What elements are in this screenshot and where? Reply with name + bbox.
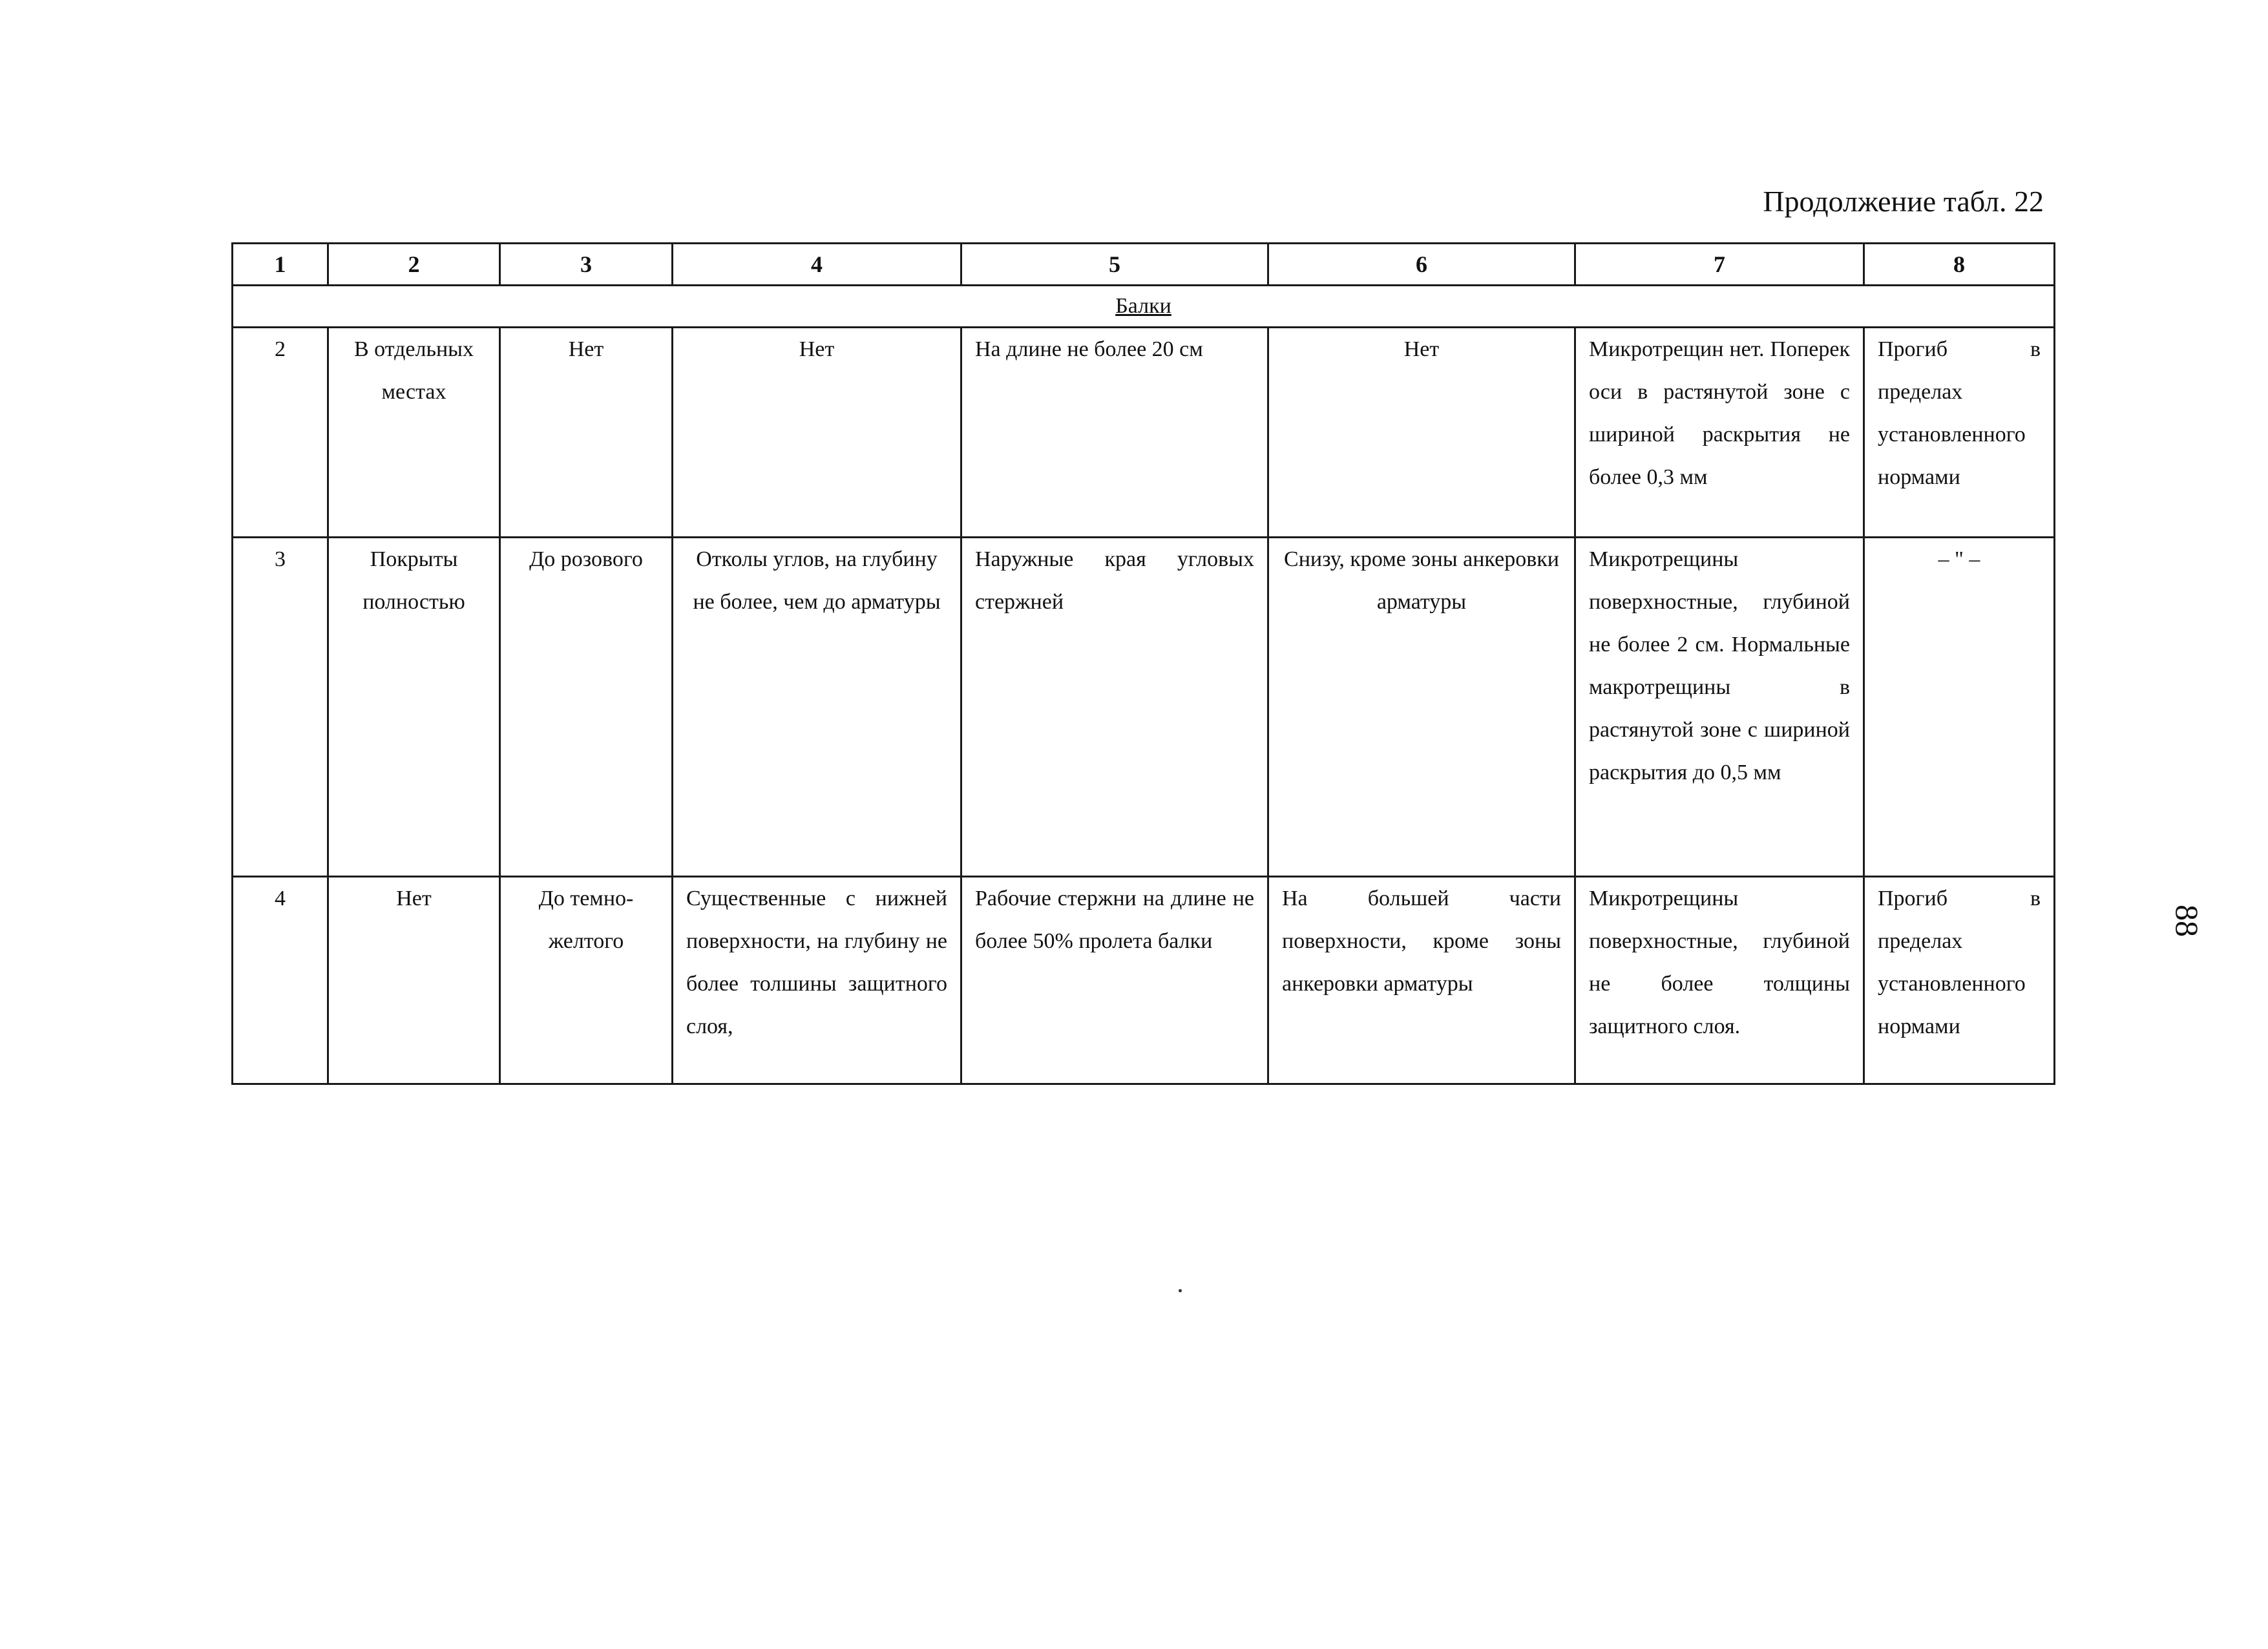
cell-col3: До темно-желтого [500, 877, 673, 1084]
cell-col4: Существенные с нижней поверхности, на глубину не более толшины защитного слоя, [673, 877, 961, 1084]
header-row [233, 244, 2055, 286]
cell-col8: Прогиб в пределах установленного нормами [1864, 328, 2055, 538]
cell-col7: Микротрещин нет. Поперек оси в растянутой зоне с шириной раскрытия не более 0,3 мм [1575, 328, 1864, 538]
cell-col5: На длине не более 20 см [961, 328, 1268, 538]
header-cell-7: 7 [1575, 244, 1864, 286]
cell-col5: Наружные края угловых стержней [961, 538, 1268, 877]
header-cell-3: 3 [500, 244, 673, 286]
table-caption: Продолжение табл. 22 [1763, 185, 2044, 218]
section-title-cell [233, 286, 2055, 328]
header-cell-8: 8 [1864, 244, 2055, 286]
cell-col8: – " – [1864, 538, 2055, 877]
cell-col3: Нет [500, 328, 673, 538]
page-number: 88 [2169, 905, 2205, 937]
header-cell-4: 4 [673, 244, 961, 286]
cell-col2: Нет [328, 877, 500, 1084]
cell-col6: Снизу, кроме зоны анкеровки арматуры [1268, 538, 1575, 877]
cell-col7: Микротрещины поверхностные, глубиной не более 2 см. Нормальные макротрещины в растянутой зоне с шириной раскрытия до 0,5 мм [1575, 538, 1864, 877]
row-number: 2 [233, 328, 328, 538]
cell-col4: Отколы углов, на глубину не более, чем до арматуры [673, 538, 961, 877]
header-cell-6: 6 [1268, 244, 1575, 286]
table-row [233, 328, 2055, 538]
data-table [231, 242, 2055, 1085]
cell-col4: Нет [673, 328, 961, 538]
scan-speck [1179, 1289, 1182, 1292]
table-row [233, 877, 2055, 1084]
row-number: 4 [233, 877, 328, 1084]
header-cell-5: 5 [961, 244, 1268, 286]
section-title: Балки [1115, 294, 1171, 318]
cell-col3: До розового [500, 538, 673, 877]
header-cell-1: 1 [233, 244, 328, 286]
row-number: 3 [233, 538, 328, 877]
cell-col8: Прогиб в пределах установленного нормами [1864, 877, 2055, 1084]
cell-col2: Покрыты полностью [328, 538, 500, 877]
cell-col5: Рабочие стержни на длине не более 50% пролета балки [961, 877, 1268, 1084]
section-row [233, 286, 2055, 328]
cell-col6: Нет [1268, 328, 1575, 538]
cell-col6: На большей части поверхности, кроме зоны анкеровки арматуры [1268, 877, 1575, 1084]
header-cell-2: 2 [328, 244, 500, 286]
table-row [233, 538, 2055, 877]
cell-col2: В отдельных местах [328, 328, 500, 538]
cell-col7: Микротрещины поверхностные, глубиной не более толщины защитного слоя. [1575, 877, 1864, 1084]
